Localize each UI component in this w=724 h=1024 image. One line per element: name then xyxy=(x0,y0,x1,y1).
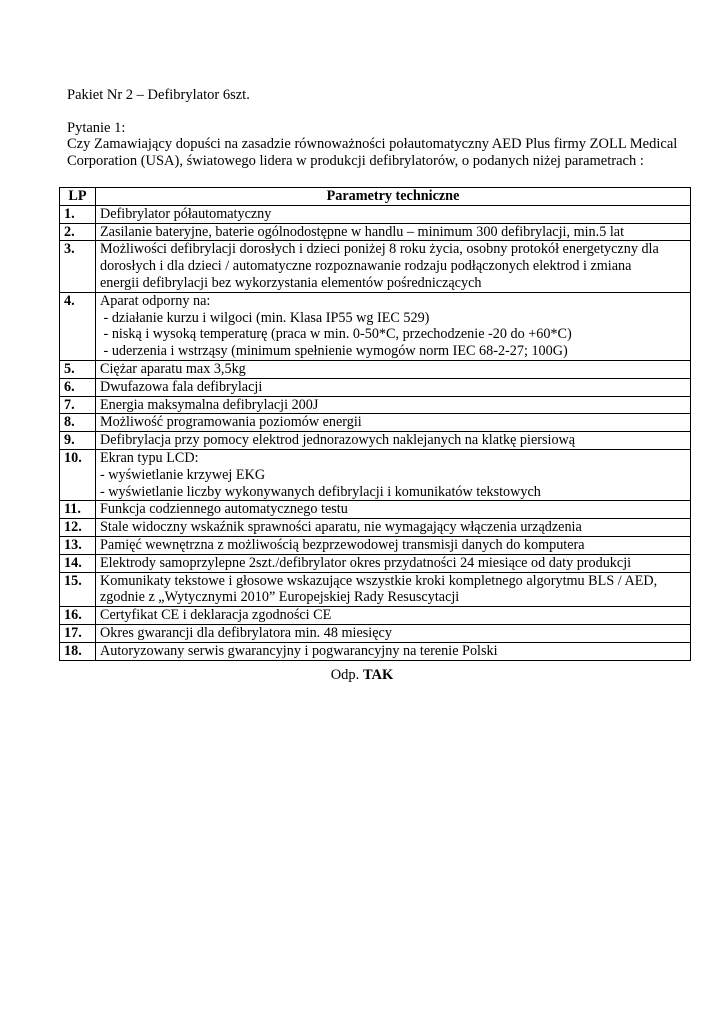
parameter-line: - wyświetlanie krzywej EKG xyxy=(100,466,266,483)
row-parameters xyxy=(96,432,691,450)
row-parameters xyxy=(96,241,691,292)
row-parameters xyxy=(96,396,691,414)
parameter-line: Zasilanie bateryjne, baterie ogólnodostępne w handlu – minimum 300 defibrylacji, min.5 lat xyxy=(100,223,625,240)
table-row xyxy=(60,241,691,292)
table-row xyxy=(60,624,691,642)
parameter-line: Ciężar aparatu max 3,5kg xyxy=(100,360,246,377)
parameter-line: Elektrody samoprzylepne 2szt./defibrylator okres przydatności 24 miesiące od daty produkcji xyxy=(100,554,632,571)
row-parameters xyxy=(96,449,691,500)
table-row xyxy=(60,519,691,537)
parameter-line: Pamięć wewnętrzna z możliwością bezprzewodowej transmisji danych do komputera xyxy=(100,536,585,553)
parameter-line: Aparat odporny na: xyxy=(100,292,211,309)
params-column-header: Parametry techniczne xyxy=(96,188,691,206)
row-number: 13. xyxy=(60,536,96,554)
parameter-line: - uderzenia i wstrząsy (minimum spełnienie wymogów norm IEC 68-2-27; 100G) xyxy=(100,343,568,360)
package-title: Pakiet Nr 2 – Defibrylator 6szt. xyxy=(67,87,250,103)
parameter-line: Ekran typu LCD: xyxy=(100,449,199,466)
parameter-line: Komunikaty tekstowe i głosowe wskazujące wszystkie kroki kompletnego algorytmu BLS / AED, xyxy=(100,572,658,589)
parameter-line: Możliwość programowania poziomów energii xyxy=(100,414,362,431)
parameter-line: Możliwości defibrylacji dorosłych i dzieci poniżej 8 roku życia, osobny protokół energetyczny dla xyxy=(100,241,659,258)
row-number: 9. xyxy=(60,432,96,450)
row-parameters xyxy=(96,360,691,378)
answer xyxy=(0,667,724,684)
table-row xyxy=(60,378,691,396)
table-row xyxy=(60,554,691,572)
parameter-line: Okres gwarancji dla defibrylatora min. 48 miesięcy xyxy=(100,624,392,641)
row-number: 14. xyxy=(60,554,96,572)
row-number: 5. xyxy=(60,360,96,378)
parameter-line: Certyfikat CE i deklaracja zgodności CE xyxy=(100,607,332,624)
table-row xyxy=(60,360,691,378)
table-row xyxy=(60,205,691,223)
parameter-line: Energia maksymalna defibrylacji 200J xyxy=(100,396,319,413)
table-body xyxy=(60,205,691,660)
table-row xyxy=(60,572,691,607)
lp-column-header: LP xyxy=(60,188,96,206)
row-parameters xyxy=(96,378,691,396)
question-text: Czy Zamawiający dopuści na zasadzie równoważności połautomatyczny AED Plus firmy ZOLL Medical Corporation (USA), światowego lidera w produkcji defibrylatorów, o podanych niżej parametrach : xyxy=(67,136,678,169)
parameter-line: Dwufazowa fala defibrylacji xyxy=(100,378,263,395)
table-row xyxy=(60,432,691,450)
row-number: 2. xyxy=(60,223,96,241)
row-number: 10. xyxy=(60,449,96,500)
table-header-row xyxy=(60,188,691,206)
row-number: 6. xyxy=(60,378,96,396)
table-row xyxy=(60,414,691,432)
row-parameters xyxy=(96,624,691,642)
row-parameters xyxy=(96,223,691,241)
row-parameters xyxy=(96,536,691,554)
row-number: 3. xyxy=(60,241,96,292)
row-parameters xyxy=(96,292,691,360)
answer-value: TAK xyxy=(362,667,394,683)
table-row xyxy=(60,449,691,500)
table-row xyxy=(60,292,691,360)
table-row xyxy=(60,396,691,414)
row-number: 17. xyxy=(60,624,96,642)
row-parameters xyxy=(96,205,691,223)
row-number: 7. xyxy=(60,396,96,414)
parameter-line: Defibrylator półautomatyczny xyxy=(100,205,272,222)
parameter-line: Autoryzowany serwis gwarancyjny i pogwarancyjny na terenie Polski xyxy=(100,642,498,659)
table-row xyxy=(60,536,691,554)
table-row xyxy=(60,501,691,519)
question-label: Pytanie 1: xyxy=(67,120,126,136)
row-parameters xyxy=(96,554,691,572)
parameter-line: energii defibrylacji bez wykorzystania elementów pośredniczących xyxy=(100,274,482,291)
parameters-table xyxy=(59,187,691,661)
row-number: 15. xyxy=(60,572,96,607)
table-row xyxy=(60,642,691,660)
row-parameters xyxy=(96,501,691,519)
row-parameters xyxy=(96,519,691,537)
row-number: 4. xyxy=(60,292,96,360)
row-parameters xyxy=(96,642,691,660)
row-parameters xyxy=(96,607,691,625)
parameter-line: zgodnie z „Wytycznymi 2010” Europejskiej Rady Resuscytacji xyxy=(100,589,460,606)
row-number: 8. xyxy=(60,414,96,432)
row-number: 11. xyxy=(60,501,96,519)
row-parameters xyxy=(96,572,691,607)
row-number: 1. xyxy=(60,205,96,223)
table-row xyxy=(60,223,691,241)
row-number: 18. xyxy=(60,642,96,660)
parameter-line: - wyświetlanie liczby wykonywanych defibrylacji i komunikatów tekstowych xyxy=(100,483,541,500)
row-number: 12. xyxy=(60,519,96,537)
parameter-line: Funkcja codziennego automatycznego testu xyxy=(100,501,348,518)
parameter-line: - działanie kurzu i wilgoci (min. Klasa IP55 wg IEC 529) xyxy=(100,309,430,326)
parameter-line: dorosłych i dla dzieci / automatyczne rozpoznawanie rodzaju podłączonych elektrod i zmiana xyxy=(100,258,632,275)
parameter-line: Defibrylacja przy pomocy elektrod jednorazowych naklejanych na klatkę piersiową xyxy=(100,432,576,449)
row-parameters xyxy=(96,414,691,432)
row-number: 16. xyxy=(60,607,96,625)
parameter-line: Stale widoczny wskaźnik sprawności aparatu, nie wymagający włączenia urządzenia xyxy=(100,519,582,536)
answer-label: Odp. xyxy=(330,667,360,683)
parameter-line: - niską i wysoką temperaturę (praca w min. 0-50*C, przechodzenie -20 do +60*C) xyxy=(100,326,572,343)
table-row xyxy=(60,607,691,625)
